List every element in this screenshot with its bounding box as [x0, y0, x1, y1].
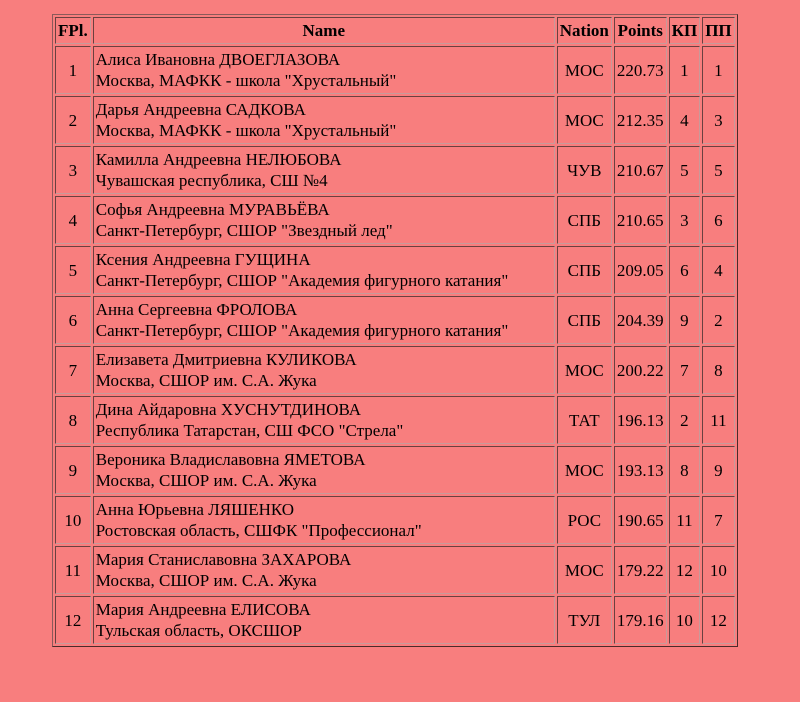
skater-club: Ростовская область, СШФК "Профессионал"	[95, 521, 422, 540]
table-row	[55, 96, 735, 144]
skater-name: Алиса Ивановна ДВОЕГЛАЗОВА	[95, 50, 341, 69]
pp-cell: 5	[702, 146, 734, 194]
points-cell: 190.65	[614, 496, 667, 544]
place-cell: 6	[55, 296, 91, 344]
header-points: Points	[614, 17, 667, 44]
kp-cell: 5	[669, 146, 701, 194]
skater-club: Москва, СШОР им. С.А. Жука	[95, 371, 317, 390]
points-cell: 179.16	[614, 596, 667, 644]
kp-cell: 7	[669, 346, 701, 394]
name-cell	[93, 546, 555, 594]
skater-name: Мария Андреевна ЕЛИСОВА	[95, 600, 311, 619]
points-cell: 179.22	[614, 546, 667, 594]
skater-name: Мария Станиславовна ЗАХАРОВА	[95, 550, 352, 569]
results-table	[52, 14, 738, 647]
place-cell: 8	[55, 396, 91, 444]
place-cell: 9	[55, 446, 91, 494]
skater-club: Москва, СШОР им. С.А. Жука	[95, 471, 317, 490]
name-cell	[93, 496, 555, 544]
name-cell	[93, 96, 555, 144]
header-name: Name	[93, 17, 555, 44]
points-cell: 196.13	[614, 396, 667, 444]
pp-cell: 10	[702, 546, 734, 594]
name-cell	[93, 296, 555, 344]
skater-name: Дарья Андреевна САДКОВА	[95, 100, 306, 119]
kp-cell: 12	[669, 546, 701, 594]
name-cell	[93, 146, 555, 194]
nation-cell: ЧУВ	[557, 146, 612, 194]
kp-cell: 6	[669, 246, 701, 294]
skater-club: Санкт-Петербург, СШОР "Академия фигурного катания"	[95, 321, 509, 340]
points-cell: 200.22	[614, 346, 667, 394]
pp-cell: 4	[702, 246, 734, 294]
table-row	[55, 346, 735, 394]
name-cell	[93, 596, 555, 644]
nation-cell: ТУЛ	[557, 596, 612, 644]
kp-cell: 2	[669, 396, 701, 444]
table-row	[55, 196, 735, 244]
table-row	[55, 246, 735, 294]
nation-cell: РОС	[557, 496, 612, 544]
name-cell	[93, 446, 555, 494]
skater-name: Елизавета Дмитриевна КУЛИКОВА	[95, 350, 357, 369]
place-cell: 3	[55, 146, 91, 194]
kp-cell: 4	[669, 96, 701, 144]
points-cell: 210.65	[614, 196, 667, 244]
pp-cell: 9	[702, 446, 734, 494]
skater-name: Софья Андреевна МУРАВЬЁВА	[95, 200, 330, 219]
nation-cell: МОС	[557, 546, 612, 594]
pp-cell: 3	[702, 96, 734, 144]
skater-name: Ксения Андреевна ГУЩИНА	[95, 250, 311, 269]
place-cell: 2	[55, 96, 91, 144]
place-cell: 12	[55, 596, 91, 644]
skater-club: Москва, МАФКК - школа "Хрустальный"	[95, 121, 397, 140]
skater-club: Республика Татарстан, СШ ФСО "Стрела"	[95, 421, 404, 440]
table-row	[55, 396, 735, 444]
place-cell: 5	[55, 246, 91, 294]
nation-cell: СПБ	[557, 296, 612, 344]
kp-cell: 10	[669, 596, 701, 644]
name-cell	[93, 46, 555, 94]
skater-club: Тульская область, ОКСШОР	[95, 621, 302, 640]
place-cell: 4	[55, 196, 91, 244]
kp-cell: 3	[669, 196, 701, 244]
kp-cell: 8	[669, 446, 701, 494]
skater-name: Дина Айдаровна ХУСНУТДИНОВА	[95, 400, 362, 419]
place-cell: 11	[55, 546, 91, 594]
pp-cell: 11	[702, 396, 734, 444]
pp-cell: 2	[702, 296, 734, 344]
nation-cell: МОС	[557, 96, 612, 144]
nation-cell: МОС	[557, 346, 612, 394]
points-cell: 193.13	[614, 446, 667, 494]
place-cell: 10	[55, 496, 91, 544]
kp-cell: 1	[669, 46, 701, 94]
name-cell	[93, 196, 555, 244]
header-nation: Nation	[557, 17, 612, 44]
skater-name: Анна Сергеевна ФРОЛОВА	[95, 300, 298, 319]
skater-club: Москва, МАФКК - школа "Хрустальный"	[95, 71, 397, 90]
nation-cell: МОС	[557, 446, 612, 494]
place-cell: 7	[55, 346, 91, 394]
skater-name: Вероника Владиславовна ЯМЕТОВА	[95, 450, 366, 469]
name-cell	[93, 246, 555, 294]
nation-cell: СПБ	[557, 196, 612, 244]
points-cell: 212.35	[614, 96, 667, 144]
results-container	[52, 14, 738, 647]
points-cell: 220.73	[614, 46, 667, 94]
points-cell: 204.39	[614, 296, 667, 344]
points-cell: 209.05	[614, 246, 667, 294]
skater-club: Чувашская республика, СШ №4	[95, 171, 328, 190]
header-kp: КП	[669, 17, 701, 44]
skater-club: Санкт-Петербург, СШОР "Академия фигурного катания"	[95, 271, 509, 290]
pp-cell: 7	[702, 496, 734, 544]
points-cell: 210.67	[614, 146, 667, 194]
table-row	[55, 46, 735, 94]
pp-cell: 6	[702, 196, 734, 244]
pp-cell: 12	[702, 596, 734, 644]
skater-name: Анна Юрьевна ЛЯШЕНКО	[95, 500, 295, 519]
kp-cell: 9	[669, 296, 701, 344]
skater-name: Камилла Андреевна НЕЛЮБОВА	[95, 150, 342, 169]
pp-cell: 8	[702, 346, 734, 394]
table-row	[55, 546, 735, 594]
nation-cell: ТАТ	[557, 396, 612, 444]
skater-club: Санкт-Петербург, СШОР "Звездный лед"	[95, 221, 393, 240]
place-cell: 1	[55, 46, 91, 94]
skater-club: Москва, СШОР им. С.А. Жука	[95, 571, 317, 590]
table-row	[55, 296, 735, 344]
table-row	[55, 146, 735, 194]
table-row	[55, 446, 735, 494]
header-place: FPl.	[55, 17, 91, 44]
table-row	[55, 596, 735, 644]
nation-cell: МОС	[557, 46, 612, 94]
name-cell	[93, 346, 555, 394]
header-row	[55, 17, 735, 44]
table-row	[55, 496, 735, 544]
header-pp: ПП	[702, 17, 734, 44]
name-cell	[93, 396, 555, 444]
nation-cell: СПБ	[557, 246, 612, 294]
kp-cell: 11	[669, 496, 701, 544]
pp-cell: 1	[702, 46, 734, 94]
